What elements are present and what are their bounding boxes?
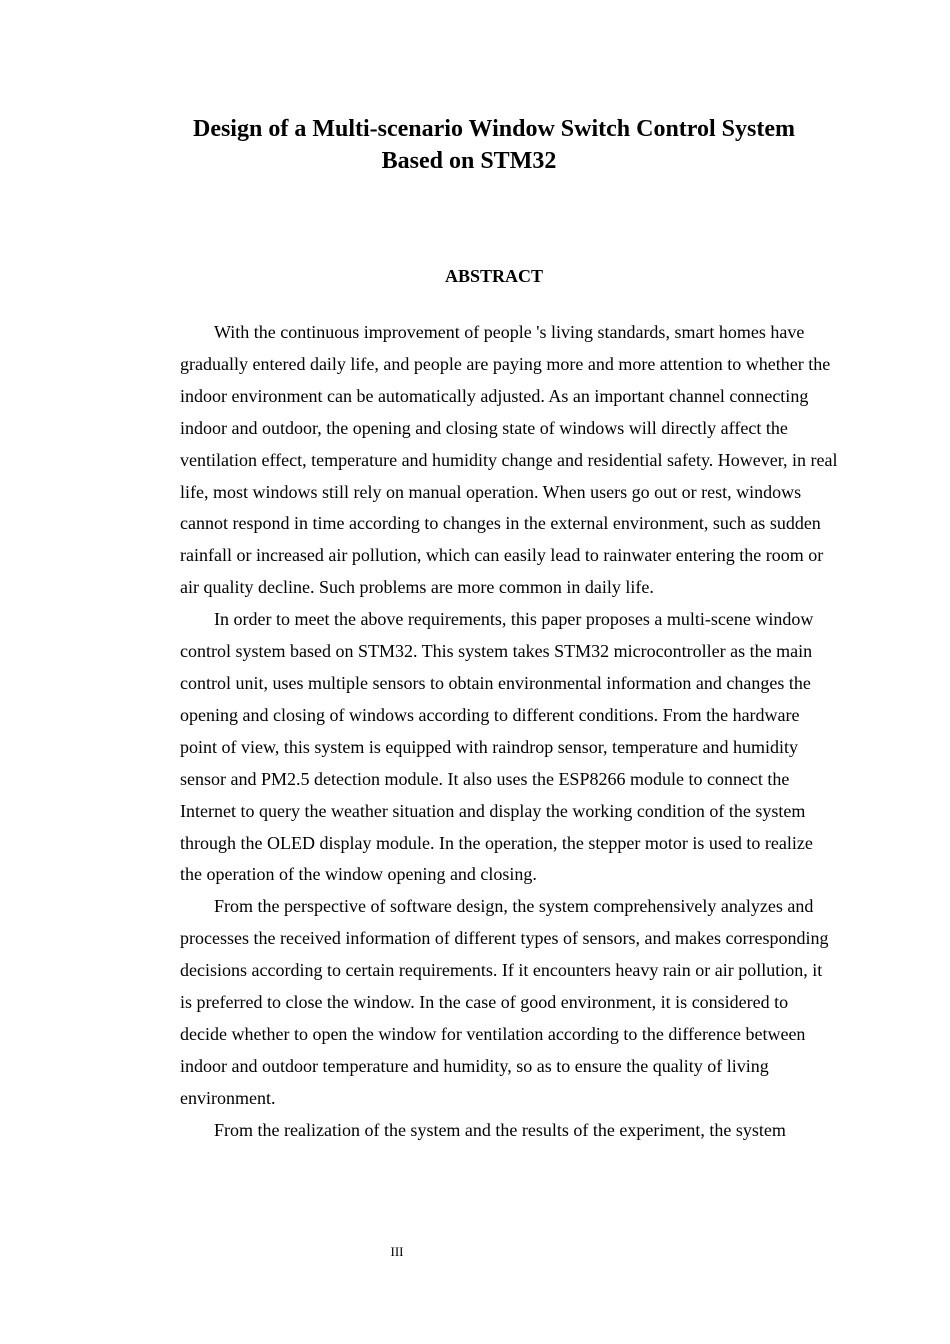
abstract-paragraph-4: From the realization of the system and the results of the experiment, the system [214,1119,786,1140]
abstract-heading: ABSTRACT [444,266,544,286]
page-number: III [390,1244,404,1259]
abstract-body [180,317,838,1147]
paper-title-line-2: Based on STM32 [381,148,557,174]
paper-title-line-1: Design of a Multi-scenario Window Switch Control System [192,116,795,142]
abstract-paragraph-1: With the continuous improvement of people 's living standards, smart homes have gradually entered daily life, and people are paying more and more attention to whether the indoor environment can be automatically adjusted. As an important channel connecting indoor and outdoor, the opening and closing state of windows will directly affect the ventilation effect, temperature and humidity change and residential safety. However, in real life, most windows still rely on manual operation. When users go out or rest, windows cannot respond in time according to changes in the external environment, such as sudden rainfall or increased air pollution, which can easily lead to rainwater entering the room or air quality decline. Such problems are more common in daily life. [180,322,838,598]
paper-title [150,113,838,177]
abstract-paragraph-3: From the perspective of software design, the system comprehensively analyzes and processes the received information of different types of sensors, and makes corresponding decisions according to certain requirements. If it encounters heavy rain or air pollution, it is preferred to close the window. In the case of good environment, it is considered to decide whether to open the window for ventilation according to the difference between indoor and outdoor temperature and humidity, so as to ensure the quality of living environment. [180,896,829,1108]
abstract-paragraph-2: In order to meet the above requirements, this paper proposes a multi-scene window control system based on STM32. This system takes STM32 microcontroller as the main control unit, uses multiple sensors to obtain environmental information and changes the opening and closing of windows according to different conditions. From the hardware point of view, this system is equipped with raindrop sensor, temperature and humidity sensor and PM2.5 detection module. It also uses the ESP8266 module to connect the Internet to query the weather situation and display the working condition of the system through the OLED display module. In the operation, the stepper motor is used to realize the operation of the window opening and closing. [180,609,814,885]
